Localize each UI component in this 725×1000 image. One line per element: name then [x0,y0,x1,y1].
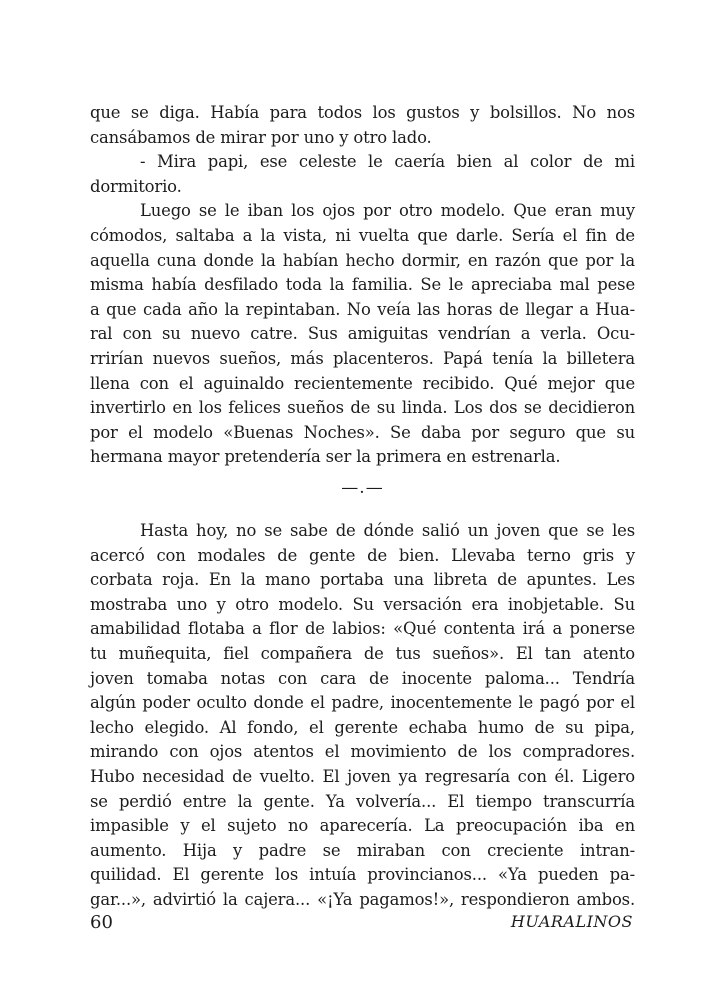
text-line: mirando con ojos atentos el movimiento de los compradores. [90,742,635,762]
text-line: acercó con modales de gente de bien. Llevaba terno gris y [90,545,635,565]
text-line: lecho elegido. Al fondo, el gerente echaba humo de su pipa, [90,717,635,737]
page-number: 60 [90,912,113,933]
text-line: a que cada año la repintaban. No veía las horas de llegar a Hua- [90,299,635,319]
text-line: se perdió entre la gente. Ya volvería... El tiempo transcurría [90,791,635,811]
text-line: dormitorio. [90,176,182,196]
text-line: rrirían nuevos sueños, más placenteros. Papá tenía la billetera [90,348,635,368]
text-line: cómodos, saltaba a la vista, ni vuelta que darle. Sería el fin de [90,225,635,245]
text-line: tu muñequita, fiel compañera de tus sueños». El tan atento [90,643,635,663]
text-line: llena con el aguinaldo recientemente recibido. Qué mejor que [90,373,635,393]
text-line: Hasta hoy, no se sabe de dónde salió un joven que se les [140,521,635,540]
text-line: aumento. Hija y padre se miraban con creciente intran- [90,840,635,860]
text-line: - Mira papi, ese celeste le caería bien al color de mi [140,152,635,172]
text-line: amabilidad flotaba a flor de labios: «Qué contenta irá a ponerse [90,619,635,639]
text-line: corbata roja. En la mano portaba una libreta de apuntes. Les [90,570,635,590]
text-line: invertirlo en los felices sueños de su linda. Los dos se decidieron [90,398,635,418]
running-title: HUARALINOS [510,912,633,931]
text-line: algún poder oculto donde el padre, inocentemente le pagó por el [90,693,635,713]
text-line: aquella cuna donde la habían hecho dormir, en razón que por la [90,250,635,270]
text-line: impasible y el sujeto no aparecería. La preocupación iba en [90,816,635,836]
text-block-top [90,101,635,470]
text-line: misma había desfilado toda la familia. Se le apreciaba mal pese [90,275,635,295]
text-line: mostraba uno y otro modelo. Su versación era inobjetable. Su [90,594,635,614]
text-line: quilidad. El gerente los intuía provincianos... «Ya pueden pa- [90,865,635,885]
text-line: joven tomaba notas con cara de inocente paloma... Tendría [90,668,635,688]
text-line: que se diga. Había para todos los gustos y bolsillos. No nos [90,103,635,122]
text-line: Hubo necesidad de vuelto. El joven ya regresaría con él. Ligero [90,766,635,786]
text-line: por el modelo «Buenas Noches». Se daba por seguro que su [90,422,635,442]
text-line: Luego se le iban los ojos por otro modelo. Que eran muy [140,201,635,221]
text-block-bottom [90,519,635,913]
text-line: gar...», advirtió la cajera... «¡Ya pagamos!», respondieron ambos. [90,889,635,909]
text-line: ral con su nuevo catre. Sus amiguitas vendrían a verla. Ocu- [90,324,635,344]
text-line: cansábamos de mirar por uno y otro lado. [90,127,432,147]
section-separator: —.— [341,478,384,498]
text-line: hermana mayor pretendería ser la primera en estrenarla. [90,447,561,467]
